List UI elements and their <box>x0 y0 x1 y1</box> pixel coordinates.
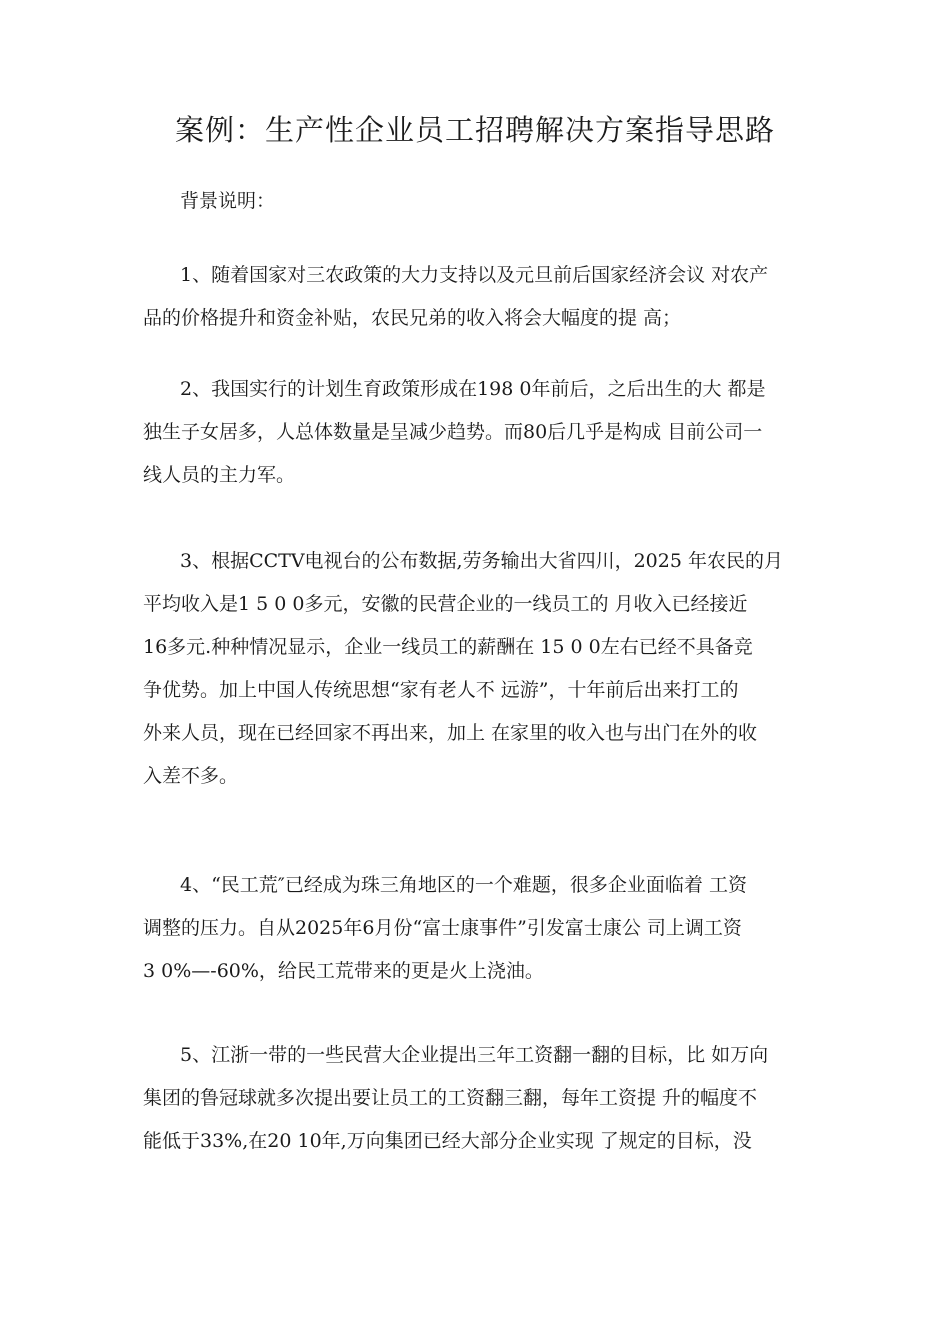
paragraph-line: 能低于33%,在20 10年,万向集团已经大部分企业实现 了规定的目标，没 <box>143 1130 752 1152</box>
paragraph-line: 外来人员，现在已经回家不再出来，加上 在家里的收入也与出门在外的收 <box>143 722 758 744</box>
paragraph-line: 3、根据CCTV电视台的公布数据,劳务输出大省四川，2025 年农民的月 <box>180 550 783 572</box>
paragraph-3 <box>143 540 815 798</box>
paragraph-line: 调整的压力。自从2025年6月份“富士康事件”引发富士康公 司上调工资 <box>143 917 742 939</box>
paragraph-1 <box>143 254 815 340</box>
paragraph-line: 16多元.种种情况显示，企业一线员工的薪酬在 15 0 0左右已经不具备竞 <box>143 636 753 658</box>
paragraph-line: 入差不多。 <box>143 765 239 787</box>
paragraph-2 <box>143 368 815 497</box>
paragraph-line: 平均收入是1 5 0 0多元，安徽的民营企业的一线员工的 月收入已经接近 <box>143 593 748 615</box>
paragraph-line: 争优势。加上中国人传统思想“家有老人不 远游”，十年前后出来打工的 <box>143 679 739 701</box>
paragraph-line: 2、我国实行的计划生育政策形成在198 0年前后，之后出生的大 都是 <box>180 378 766 400</box>
paragraph-line: 4、“民工荒″已经成为珠三角地区的一个难题，很多企业面临着 工资 <box>180 874 747 896</box>
paragraph-5 <box>143 1034 815 1163</box>
paragraph-line: 1、随着国家对三农政策的大力支持以及元旦前后国家经济会议 对农产 <box>180 264 769 286</box>
paragraph-line: 5、江浙一带的一些民营大企业提出三年工资翻一翻的目标，比 如万向 <box>180 1044 769 1066</box>
paragraph-line: 独生子女居多，人总体数量是呈减少趋势。而80后几乎是构成 目前公司一 <box>143 421 763 443</box>
paragraph-4 <box>143 864 815 993</box>
paragraph-line: 线人员的主力军。 <box>143 464 296 486</box>
section-heading: 背景说明： <box>180 190 276 212</box>
paragraph-line: 3 0%—-60%，给民工荒带来的更是火上浇油。 <box>143 960 544 982</box>
paragraph-line: 集团的鲁冠球就多次提出要让员工的工资翻三翻，每年工资提 升的幅度不 <box>143 1087 758 1109</box>
document-title: 案例：生产性企业员工招聘解决方案指导思路 <box>174 113 775 147</box>
paragraph-line: 品的价格提升和资金补贴，农民兄弟的收入将会大幅度的提 高； <box>143 307 682 329</box>
